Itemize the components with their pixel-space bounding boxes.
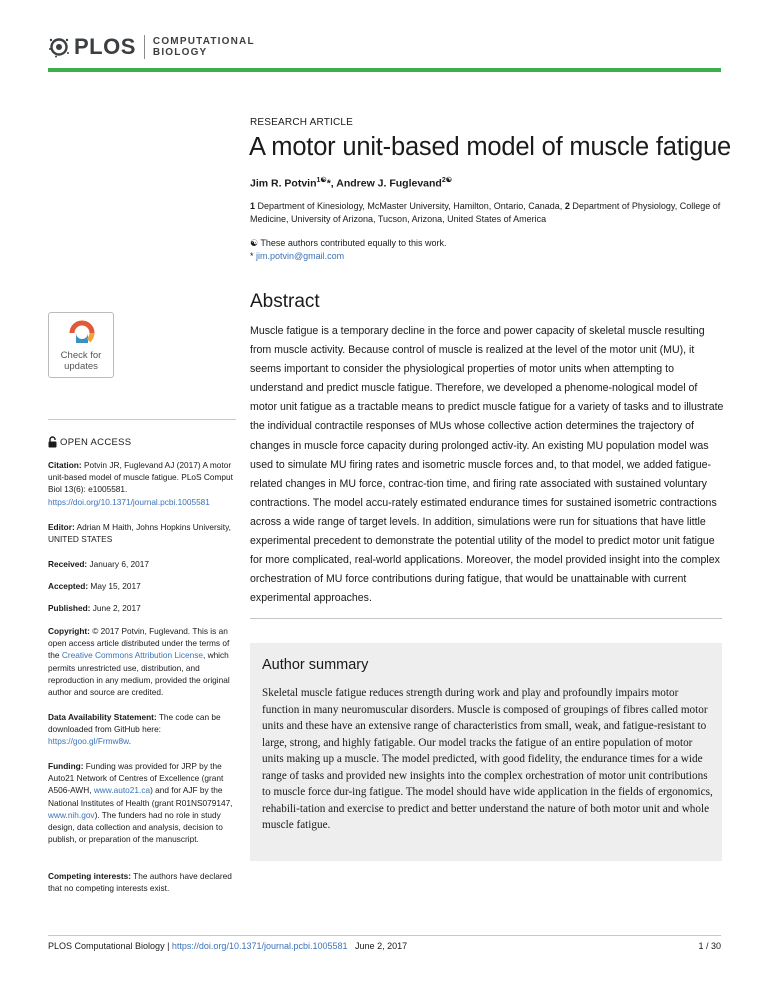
plos-logo-icon [48, 36, 70, 58]
received-label: Received: [48, 559, 88, 569]
open-access-text: OPEN ACCESS [60, 436, 132, 448]
footer-rule [48, 935, 721, 936]
citation-text: Potvin JR, Fuglevand AJ (2017) A motor unit-based model of muscle fatigue. PLoS Comput Biol 13(6): e1005581. [48, 460, 233, 495]
header-rule [48, 68, 721, 72]
nih-link[interactable]: www.nih.gov [48, 809, 95, 820]
received-block [48, 558, 236, 570]
author-affil-sup: 2☯ [441, 177, 453, 184]
copyright-text: © 2017 Potvin, Fuglevand. This is an open access article distributed under the terms of the [48, 626, 230, 661]
competing-interests-block [48, 870, 236, 894]
check-for-updates-badge[interactable] [48, 312, 114, 378]
received-date: January 6, 2017 [87, 559, 150, 569]
corresponding-email-line [250, 250, 447, 263]
corresponding-mark: * [326, 177, 331, 190]
journal-logo-word: PLOS [74, 34, 136, 59]
article-title: A motor unit-based model of muscle fatigue [249, 133, 732, 161]
footer-doi-link[interactable]: https://doi.org/10.1371/journal.pcbi.1005581 [171, 941, 348, 951]
author-affil-sup: 1☯ [316, 177, 327, 184]
open-lock-icon [48, 436, 57, 448]
funding-block [48, 760, 236, 845]
journal-header [48, 30, 255, 64]
auto21-link[interactable]: www.auto21.ca [93, 785, 151, 796]
competing-interests-label: Competing interests: [48, 871, 131, 881]
open-access-label [48, 436, 131, 448]
author-separator: , [330, 177, 337, 190]
funding-text: ) and for AJF by the National Institutes of Health (grant R01NS079147, [48, 785, 233, 808]
contribution-notes [250, 237, 447, 262]
data-availability-end: . [128, 736, 132, 747]
logo-divider [144, 35, 145, 59]
published-date: June 2, 2017 [90, 603, 141, 613]
copyright-block [48, 625, 236, 698]
affiliations [250, 200, 730, 226]
funding-text: ). The funders had no role in study design, data collection and analysis, decision to publish, or preparation of the manuscript. [48, 809, 223, 845]
footer-citation [48, 941, 407, 951]
data-availability-label: Data Availability Statement: [48, 712, 157, 722]
affil-text: Department of Kinesiology, McMaster University, Hamilton, Ontario, Canada, [255, 201, 565, 211]
journal-name-line2: BIOLOGY [152, 47, 208, 58]
abstract-divider [250, 618, 722, 619]
copyright-text: , which permits unrestricted use, distribution, and reproduction in any medium, provided the original author and source are credited. [48, 650, 230, 698]
article-type: RESEARCH ARTICLE [250, 117, 354, 128]
abstract-heading: Abstract [250, 291, 320, 312]
editor-block [48, 521, 236, 545]
journal-name [153, 36, 255, 58]
check-for-updates-line1: Check for [60, 350, 102, 361]
competing-interests-text: The authors have declared that no competing interests exist. [48, 871, 232, 894]
editor-text: Adrian M Haith, Johns Hopkins University, UNITED STATES [48, 522, 231, 545]
author-list [250, 176, 452, 190]
copyright-label: Copyright: [48, 626, 90, 636]
citation-doi-link[interactable]: https://doi.org/10.1371/journal.pcbi.1005581 [48, 496, 210, 507]
funding-label: Funding: [48, 761, 84, 771]
published-label: Published: [48, 603, 91, 613]
author-summary-text: Skeletal muscle fatigue reduces strength during work and play and profoundly impairs motor function in many neuromuscular disorders. Muscle is composed of groupings of fibres called motor units and these have an extensive range of characteristics from small, weak, and fatigue-resistant to large, strong, and highly fatigable. Our model tracks the fatigue of an entire population of motor units making up a muscle. The model predicted, with good fidelity, the endurance times for a wide range of tasks and provided new insights into the complex orchestration of motor unit contributions to muscle force dur-ing fatigue. The model should have wide application in the fields of ergonomics, rehabili-tation and exercise to predict and better understand the nature of both motor unit and whole muscle fatigue. [262, 687, 713, 831]
license-link[interactable]: Creative Commons Attribution License [61, 650, 203, 661]
corresponding-email-link[interactable]: jim.potvin@gmail.com [256, 250, 345, 261]
check-for-updates-line2: updates [64, 360, 98, 372]
data-availability-text: The code can be downloaded from GitHub here: [48, 712, 221, 735]
citation-label: Citation: [48, 460, 82, 470]
published-block [48, 602, 236, 614]
author-name[interactable]: Jim R. Potvin [250, 177, 317, 190]
check-for-updates-label [49, 351, 113, 372]
data-availability-block [48, 711, 236, 748]
github-link[interactable]: https://goo.gl/Frmw8w [48, 736, 129, 747]
page-number: 1 / 30 [698, 941, 721, 951]
editor-label: Editor: [48, 522, 75, 532]
footer-journal: PLOS Computational Biology | [48, 941, 172, 951]
check-for-updates-icon [68, 319, 96, 347]
journal-name-line1: COMPUTATIONAL [152, 36, 255, 47]
sidebar-divider [48, 419, 236, 420]
affil-text: Department of Physiology, College of Medicine, University of Arizona, Tucson, Arizona, United States of America [250, 201, 721, 224]
author-name[interactable]: Andrew J. Fuglevand [336, 177, 442, 190]
accepted-label: Accepted: [48, 581, 89, 591]
equal-contribution-note: ☯ These authors contributed equally to this work. [250, 238, 447, 248]
affil-number: 1 [250, 201, 256, 211]
funding-text: Funding was provided for JRP by the Auto21 Network of Centres of Excellence (grant A506-AWH, [48, 761, 224, 796]
abstract-text: Muscle fatigue is a temporary decline in the force and power capacity of skeletal muscle resulting from muscle activity. Because control of muscle is realized at the level of the motor unit (MU), it seems important to consider the physiological properties of motor units when attempting to understand and predict muscle fatigue. Therefore, we developed a phenome-nological model of motor unit fatigue as a tractable means to predict muscle fatigue for a variety of tasks and to illustrate the individual contractile responses of MUs whose collective action determines the trajectory of changes in muscle force capacity during prolonged activ-ity. An existing MU population model was used to simulate MU firing rates and isometric muscle forces and, to that model, we added fatigue-related changes in MU force, contrac-tion time, and firing rate associated with sustained voluntary contractions. The model accu-rately estimated endurance times for sustained isometric contractions across a wide range of target levels. In addition, simulations were run for situations that have little experimental precedent to demonstrate the potential utility of the model to predict motor unit fatigue for more complicated, real-world applications. Moreover, the model provided insight into the complex orchestration of MU force contributions during fatigue, that would be unattainable with current experimental approaches. [250, 325, 724, 605]
affil-number: 2 [564, 201, 570, 211]
accepted-block [48, 580, 236, 592]
author-summary-heading: Author summary [262, 657, 369, 673]
corresponding-mark: * [250, 250, 257, 261]
accepted-date: May 15, 2017 [88, 581, 141, 591]
citation-block [48, 459, 236, 508]
footer-date: June 2, 2017 [347, 941, 408, 951]
